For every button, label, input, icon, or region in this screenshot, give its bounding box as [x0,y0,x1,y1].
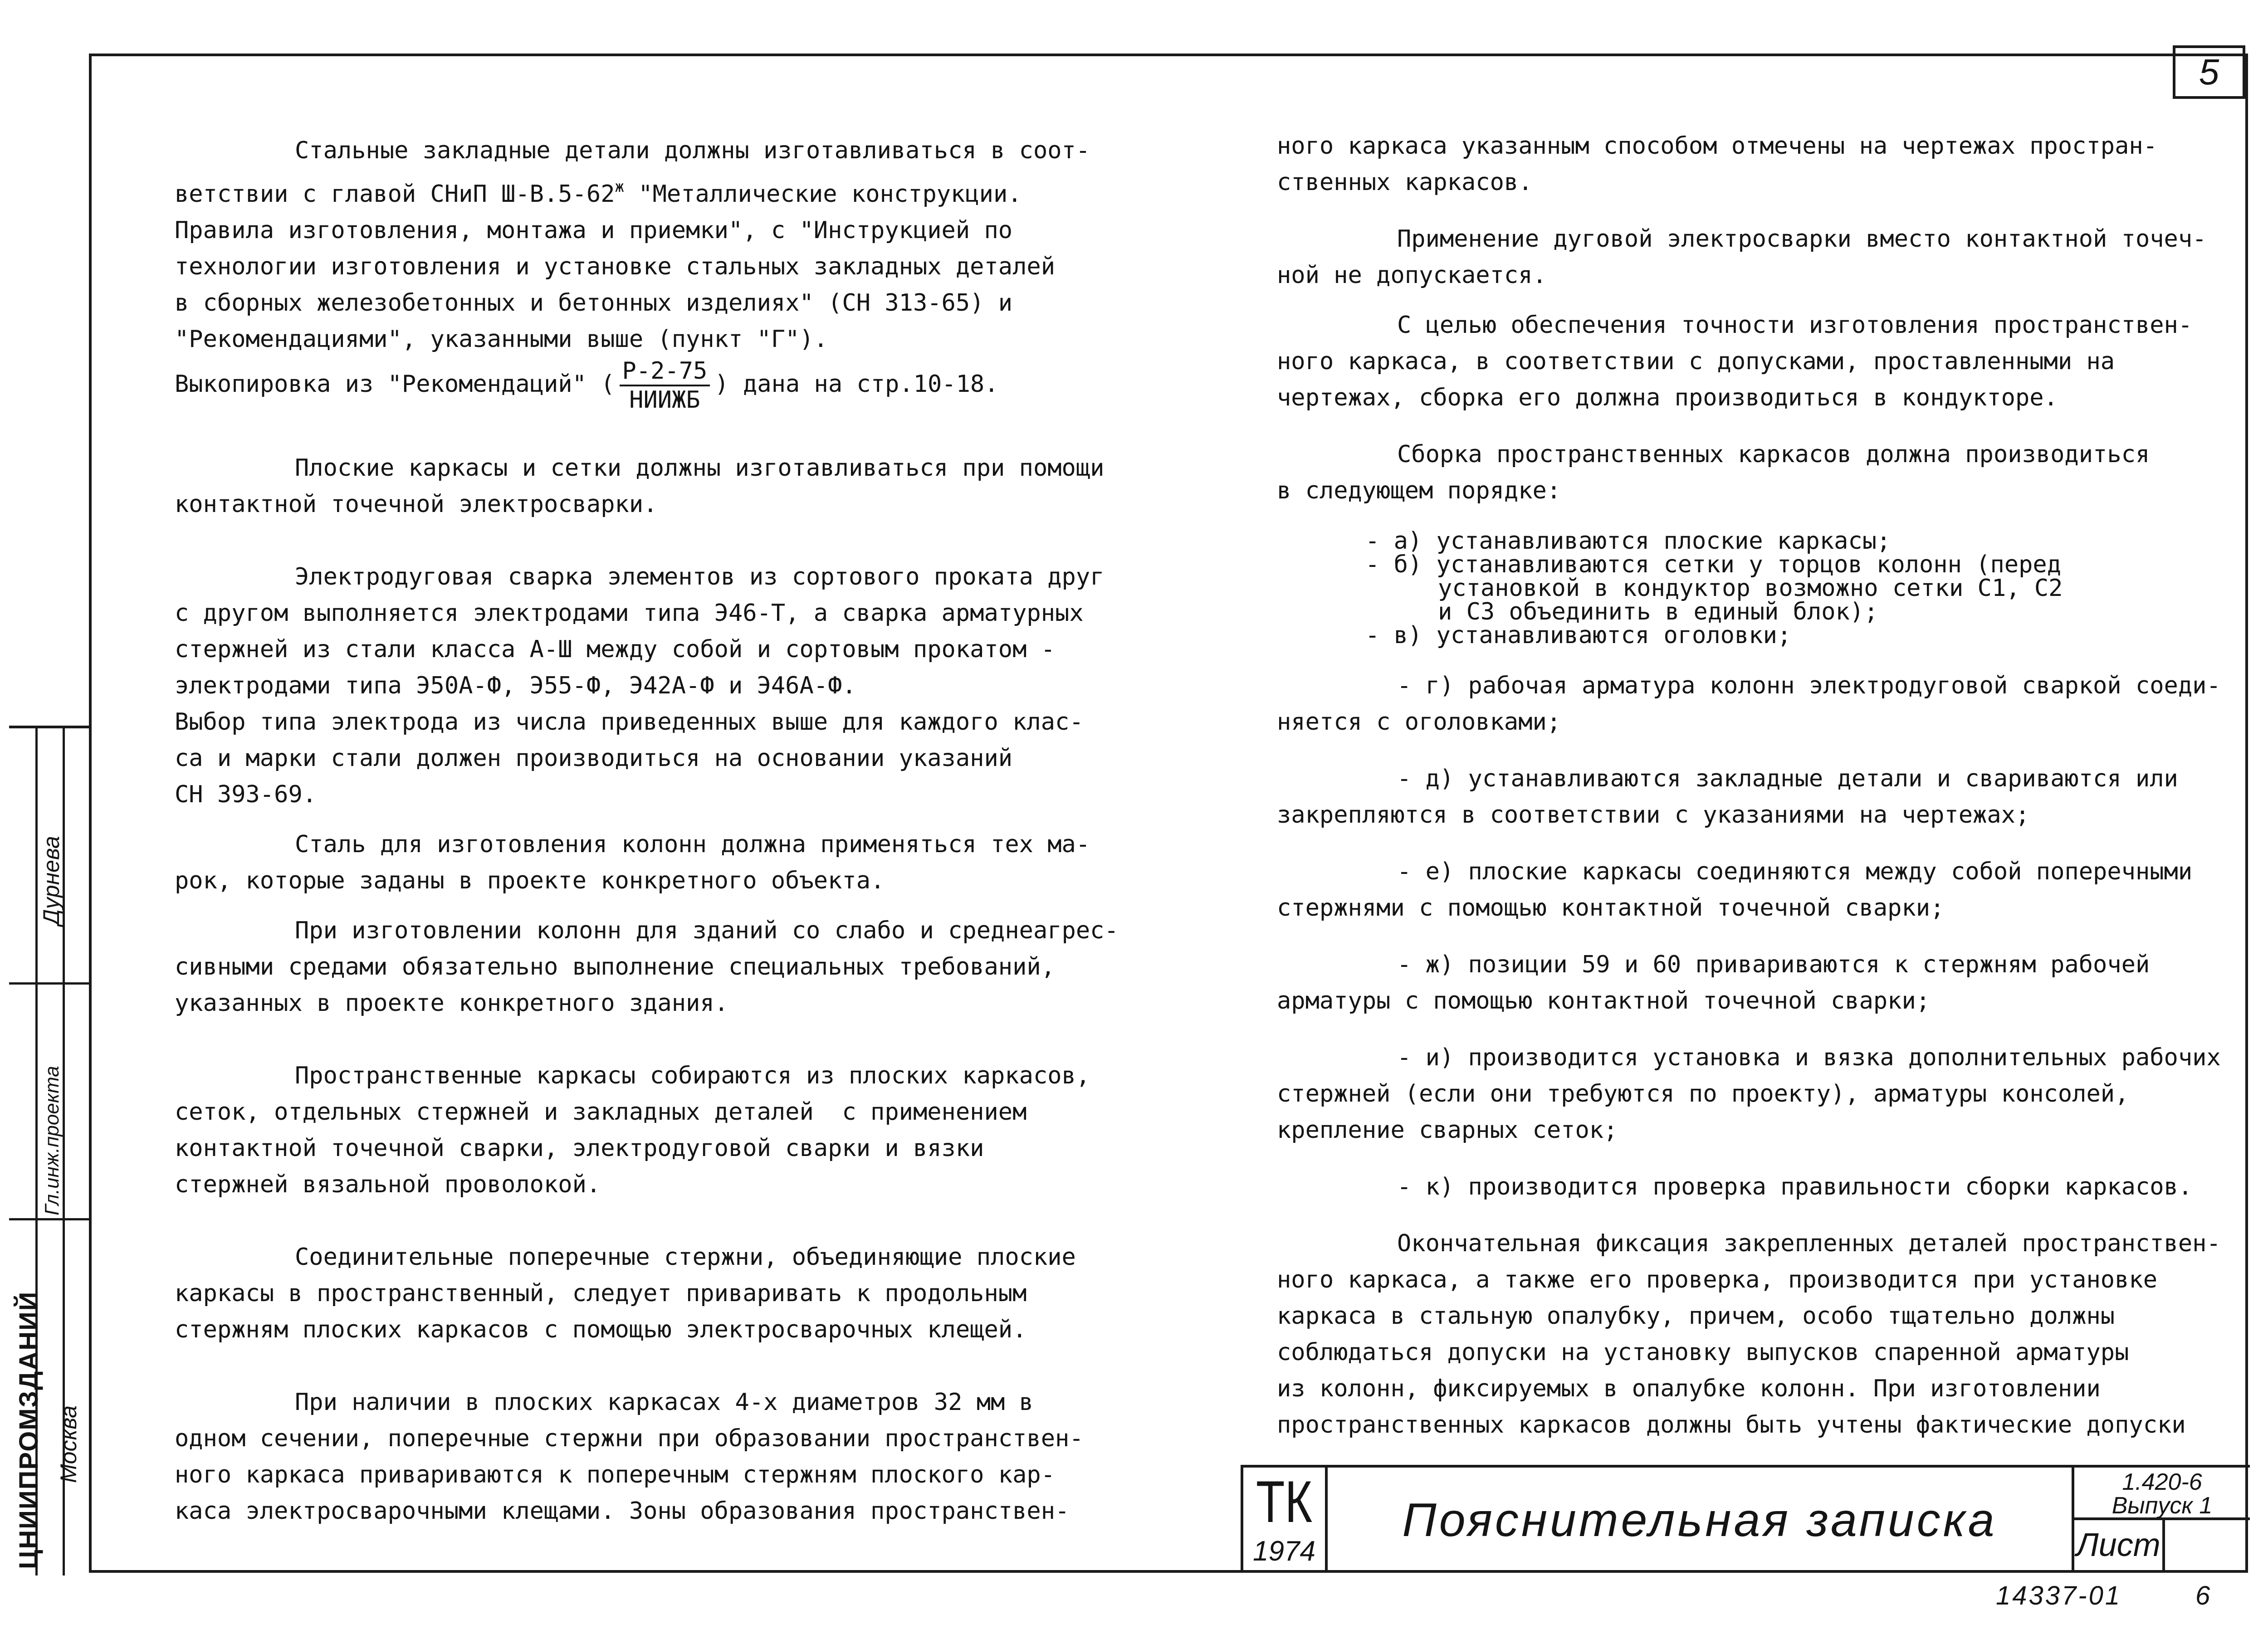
text-line: сивными средами обязательно выполнение специальных требований, [175,953,1056,980]
text-line: Электродуговая сварка элементов из сортового проката друг [295,563,1105,590]
left-column [175,132,1150,1529]
text-line: в следующем порядке: [1277,477,1561,504]
text-line: в сборных железобетонных и бетонных изделиях" (СН 313-65) и [175,289,1013,317]
text-line: "Рекомендациями", указанными выше (пункт "Г"). [175,326,828,353]
text-line: каса электросварочными клещами. Зоны образования пространствен- [175,1497,1070,1525]
text-line: - е) плоские каркасы соединяются между собой поперечными [1397,858,2193,885]
text-line: - и) производится установка и вязка дополнительных рабочих [1397,1044,2221,1071]
text-line: - г) рабочая арматура колонн электродуговой сваркой соеди- [1397,672,2221,699]
text-line: Соединительные поперечные стержни, объединяющие плоские [295,1244,1076,1271]
text-line: Стальные закладные детали должны изготавливаться в соот- [295,137,1090,164]
text-line: сеток, отдельных стержней и закладных деталей с применением [175,1098,1027,1126]
text-line: ственных каркасов. [1277,169,1533,196]
text-line: стержням плоских каркасов с помощью электросварочных клещей. [175,1316,1027,1343]
right-column [1277,128,2229,1443]
text-line: одном сечении, поперечные стержни при образовании пространствен- [175,1425,1084,1452]
text-line: са и марки стали должен производиться на основании указаний [175,745,1013,772]
text-line: При изготовлении колонн для зданий со слабо и среднеагрес- [295,917,1119,944]
text-line: соблюдаться допуски на установку выпусков спаренной арматуры [1277,1339,2129,1366]
text-line: няется с оголовками; [1277,708,1561,736]
text-line: СН 393-69. [175,781,317,808]
logo-letters: ТК [1256,1468,1313,1535]
text-line: Сборка пространственных каркасов должна производиться [1397,441,2150,468]
series-code: 1.420-6 [2122,1469,2202,1495]
text-line: из колонн, фиксируемых в опалубке колонн. При изготовлении [1277,1375,2101,1402]
text-line: - д) устанавливаются закладные детали и свариваются или [1397,765,2178,792]
text-line: Сталь для изготовления колонн должна применяться тех ма- [295,831,1090,858]
text-line: с другом выполняется электродами типа Э46-Т, а сварка арматурных [175,600,1084,627]
title-block [1241,1465,2250,1573]
text-line: Окончательная фиксация закрепленных деталей пространствен- [1397,1230,2221,1257]
page-number: 5 [2199,52,2219,92]
text-line: стержней (если они требуются по проекту), арматуры консолей, [1277,1080,2129,1107]
list-item: - в) устанавливаются оголовки; [1365,622,1792,649]
series-cell [2074,1468,2250,1520]
tk-logo [1243,1468,1328,1573]
text-line: - к) производится проверка правильности сборки каркасов. [1397,1173,2193,1200]
logo-year: 1974 [1253,1536,1315,1567]
text-line: ного каркаса, в соответствии с допусками, проставленными на [1277,348,2115,375]
page-number-box [2173,45,2245,99]
text-line: ветствии с главой СНиП $Ш-В.5-62^ж$ "Металлические конструкции. [175,178,1022,208]
text-line: стержней из стали класса А-Ш между собой и сортовым прокатом - [175,636,1056,663]
text-line: Выбор типа электрода из числа приведенных выше для каждого клас- [175,708,1084,736]
text-line: Применение дуговой электросварки вместо контактной точеч- [1397,225,2207,253]
bottom-sheet-number: 6 [2195,1581,2210,1610]
text-line-with-fraction: Выкопировка из "Рекомендаций" ( $\frac{Р-2-75}{\text{НИИЖБ}}$ ) дана на стр.10-18. [175,357,999,414]
document-title: Пояснительная записка [1402,1494,1997,1546]
title-block-right [2072,1468,2250,1573]
fraction: $\frac{Р-2-75}{\text{НИИЖБ}}$ [620,357,710,414]
text-line: чертежах, сборка его должна производиться в кондукторе. [1277,384,2058,411]
stamp-city: Москва [56,1405,81,1483]
bottom-archive-code: 14337-01 [1996,1581,2122,1610]
text-line: каркаса в стальную опалубку, причем, особо тщательно должны [1277,1302,2115,1330]
text-line: каркасы в пространственный, следует приваривать к продольным [175,1280,1027,1307]
text-line: - ж) позиции 59 и 60 привариваются к стержням рабочей [1397,951,2150,978]
text-line: закрепляются в соответствии с указаниями на чертежах; [1277,801,2030,829]
text-line: технологии изготовления и установке стальных закладных деталей [175,253,1056,280]
sheet-number-cell [2165,1520,2250,1573]
text-line: указанных в проекте конкретного здания. [175,990,728,1017]
text-line: ного каркаса привариваются к поперечным стержням плоского кар- [175,1461,1056,1488]
text-line: рок, которые заданы в проекте конкретного объекта. [175,867,885,894]
stamp-name: Дурнева [39,836,64,925]
text-line: С целью обеспечения точности изготовления пространствен- [1397,312,2193,339]
text-line: При наличии в плоских каркасах 4-х диаметров 32 мм в [295,1389,1033,1416]
text-line: контактной точечной сварки, электродуговой сварки и вязки [175,1135,984,1162]
text-line: ного каркаса, а также его проверка, производится при установке [1277,1266,2158,1293]
text-line: пространственных каркасов должны быть учтены фактические допуски [1277,1411,2186,1439]
text-line: стержней вязальной проволокой. [175,1171,601,1198]
sheet-label: Лист [2074,1520,2165,1573]
list-item: - б) устанавливаются сетки у торцов колонн (перед [1365,551,2062,578]
text-line: Пространственные каркасы собираются из плоских каркасов, [295,1062,1090,1089]
text-line: арматуры с помощью контактной точечной сварки; [1277,987,1931,1015]
series-issue: Выпуск 1 [2112,1493,2213,1519]
text-line: электродами типа Э50А-Ф, Э55-Ф, Э42А-Ф и Э46А-Ф. [175,672,856,699]
list-item: - а) устанавливаются плоские каркасы; [1365,527,1891,555]
text-line: крепление сварных сеток; [1277,1117,1618,1144]
stamp-org: ЦНИИПРОМЗДАНИЙ [14,1291,44,1569]
text-line: ной не допускается. [1277,262,1547,289]
stamp-role: Гл.инж.проекта [41,1066,63,1215]
text-line: ного каркаса указанным способом отмечены на чертежах простран- [1277,132,2158,160]
text-line: Правила изготовления, монтажа и приемки", с "Инструкцией по [175,217,1013,244]
list-item-cont: установкой в кондуктор возможно сетки С1, С2 [1438,575,2063,602]
text-line: Плоские каркасы и сетки должны изготавливаться при помощи [295,454,1105,482]
list-item-cont: и С3 объединить в единый блок); [1438,598,1878,625]
text-line: контактной точечной электросварки. [175,491,658,518]
text-line: стержнями с помощью контактной точечной сварки; [1277,894,1945,922]
